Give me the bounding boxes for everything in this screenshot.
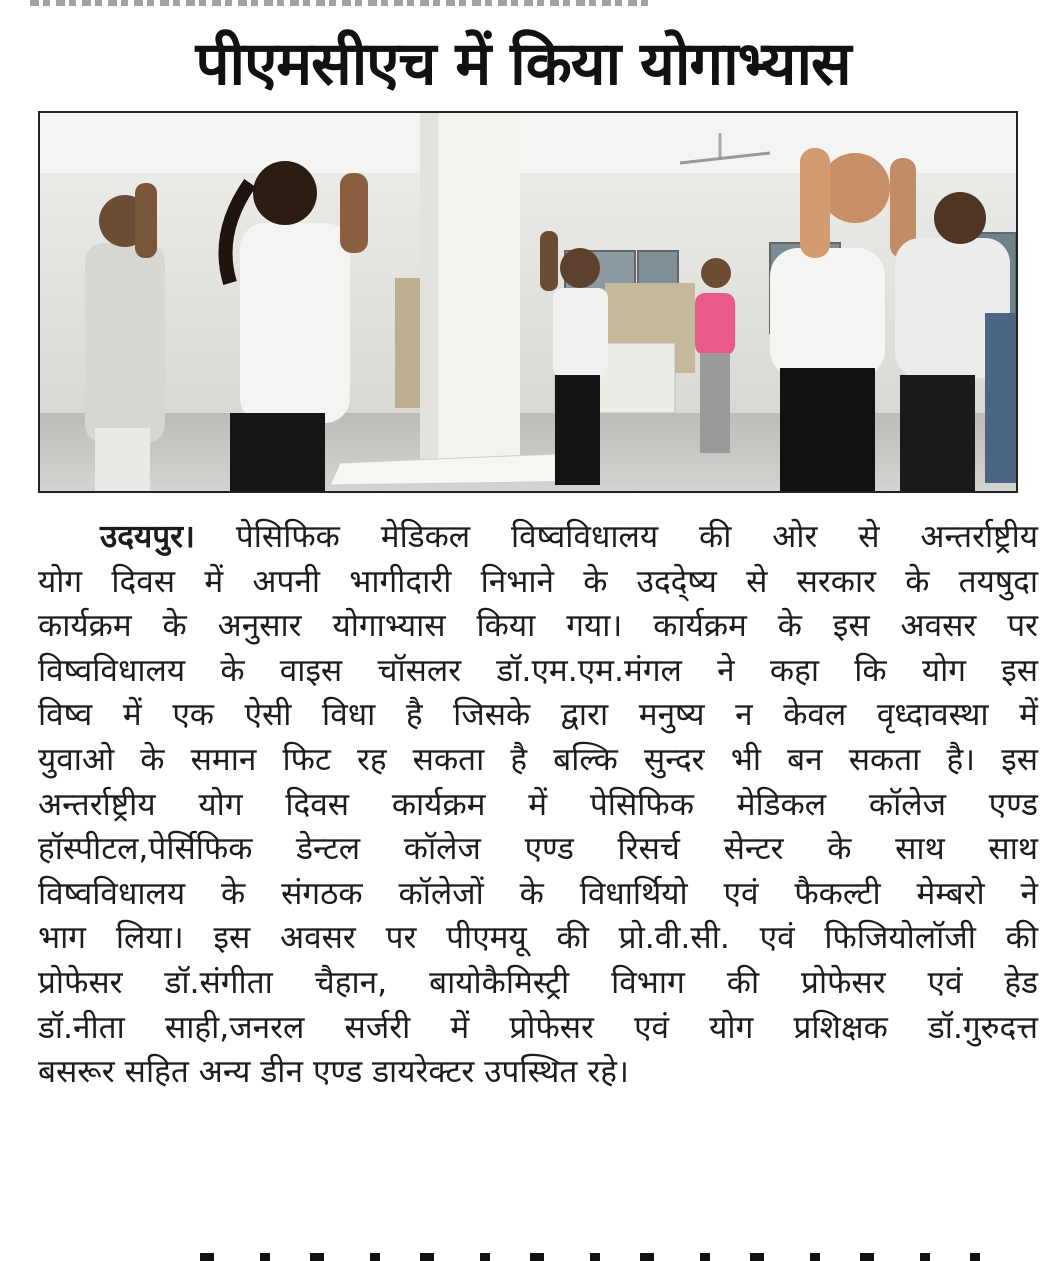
article-line: बसरूर सहित अन्य डीन एण्ड डायरेक्टर उपस्थित रहे। xyxy=(38,1054,629,1091)
next-article-fragment xyxy=(200,1250,1000,1261)
article-body xyxy=(38,515,1038,1095)
article-line: विष्वविधालय के वाइस चॉसलर डॉ.एम.एम.मंगल ने कहा कि योग इस xyxy=(38,652,1038,689)
article-line: भाग लिया। इस अवसर पर पीएमयू की प्रो.वी.सी. एवं फिजियोलॉजी की xyxy=(38,920,1038,957)
article-line: विष्व में एक ऐसी विधा है जिसके द्वारा मनुष्य न केवल वृध्दावस्था में xyxy=(38,697,1038,734)
person-woman-blue xyxy=(985,313,1016,483)
pillar-shade xyxy=(420,113,438,461)
article-line: अन्तर्राष्ट्रीय योग दिवस कार्यक्रम में पेसिफिक मेडिकल कॉलेज एण्ड xyxy=(38,786,1038,823)
headline: पीएमसीएच में किया योगाभ्यास xyxy=(195,29,851,99)
dateline: उदयपुर। xyxy=(100,519,195,555)
article-line: उदयपुर। पेसिफिक मेडिकल विष्वविधालय की ओर से अन्तर्राष्ट्रीय xyxy=(100,519,1038,555)
article-line: विष्वविधालय के संगठक कॉलेजों के विधार्थियो एवं फैकल्टी मेम्बरो ने xyxy=(38,875,1038,912)
article-line: प्रोफेसर डॉ.संगीता चैहान, बायोकैमिस्ट्री विभाग की प्रोफेसर एवं हेड xyxy=(38,964,1038,1001)
article-line: डॉ.नीता साही,जनरल सर्जरी में प्रोफेसर एवं योग प्रशिक्षक डॉ.गुरुदत्त xyxy=(38,1009,1038,1046)
photo-illustration xyxy=(40,113,1016,491)
yoga-group-photo xyxy=(38,111,1018,493)
previous-article-fragment xyxy=(30,0,690,10)
article-line: कार्यक्रम के अनुसार योगाभ्यास किया गया। कार्यक्रम के इस अवसर पर xyxy=(38,608,1038,645)
article-line: योग दिवस में अपनी भागीदारी निभाने के उददे्ष्य से सरकार के तयषुदा xyxy=(38,563,1038,600)
article-line: युवाओ के समान फिट रह सकता है बल्कि सुन्दर भी बन सकता है। इस xyxy=(38,741,1038,778)
article-line: हॉस्पीटल,पेर्सिफिक डेन्टल कॉलेज एण्ड रिसर्च सेन्टर के साथ साथ xyxy=(38,831,1038,868)
